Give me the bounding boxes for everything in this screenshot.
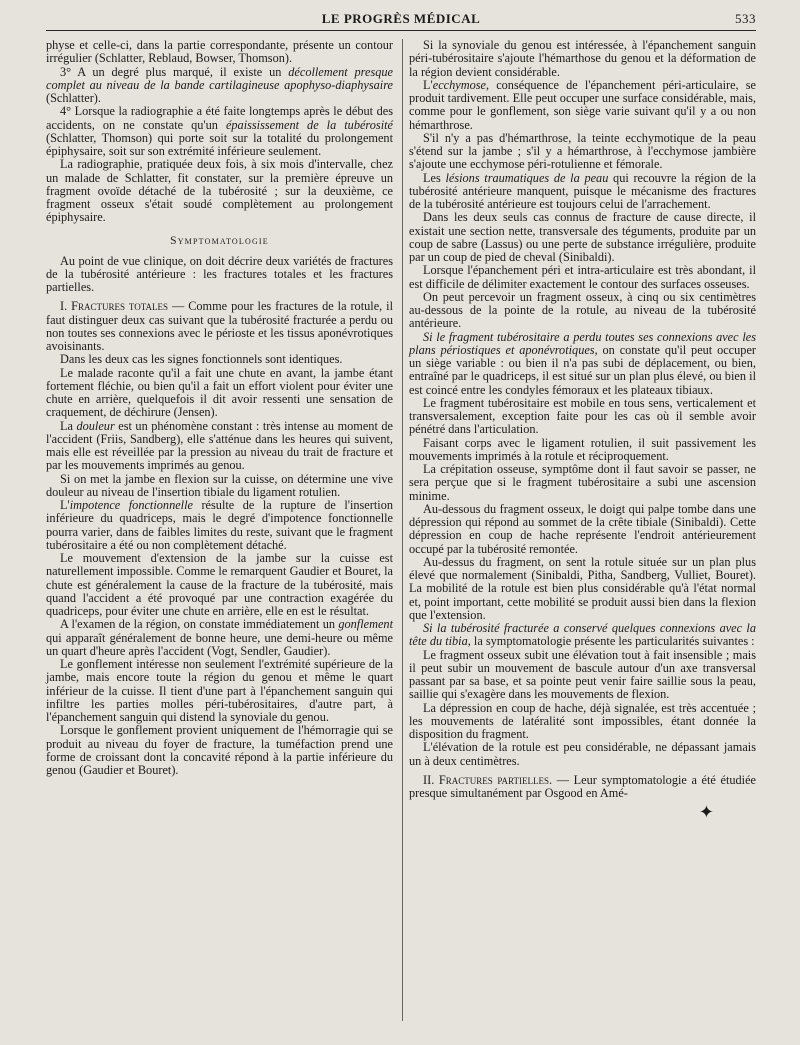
paragraph: L'ecchymose, conséquence de l'épanchement péri-articulaire, se produit tardivement. Elle peut occuper une surface considérable, mais, comme pour le gonflement, son siège varie suivant qu'il y a ou non hémarthrose. <box>409 77 756 132</box>
paragraph: Dans les deux cas les signes fonctionnels sont identiques. <box>60 352 343 367</box>
paragraph: On peut percevoir un fragment osseux, à cinq ou six centimètres au-dessous de la pointe de la rotule, au niveau de la tubérosité antérieure. <box>409 289 756 331</box>
left-column <box>46 39 397 1039</box>
paragraph: Si on met la jambe en flexion sur la cuisse, on détermine une vive douleur au niveau de l'insertion tibiale du ligament rotulien. <box>46 471 393 499</box>
page-number: 533 <box>735 11 756 26</box>
paragraph: Si la tubérosité fracturée a conservé quelques connexions avec la tête du tibia, la symptomatologie présente les particularités suivantes : <box>409 621 756 649</box>
paragraph: Les lésions traumatiques de la peau qui recouvre la région de la tubérosité antérieure manquent, puisque le mécanisme des fractures de la tubérosité antérieure est toujours celui de l'arrachement. <box>409 170 756 211</box>
paragraph: Au-dessus du fragment, on sent la rotule située sur un plan plus élevé que normalement (Sinibaldi, Pitha, Sandberg, Vulliet, Bouret). La mobilité de la rotule est bien plus considérable qu'à l'état normal et, point important, cette mobilité se produit aussi bien dans la flexion que l'extension. <box>409 554 756 622</box>
paragraph: 3° A un degré plus marqué, il existe un décollement presque complet au niveau de la bande cartilagineuse apophyso-diaphysaire (Schlatter). <box>46 64 393 105</box>
paragraph: Lorsque l'épanchement péri et intra-articulaire est très abondant, il est difficile de délimiter exactement le contour des surfaces osseuses. <box>409 263 756 291</box>
paragraph: II. Fractures partielles. — Leur symptomatologie a été étudiée presque simultanément par Osgood en Amé- <box>409 772 757 800</box>
paragraph: La douleur est un phénomène constant : très intense au moment de l'accident (Friis, Sandberg), elle s'atténue dans les heures qui suivent, mais elle est réveillée par la pression au niveau du trait de fracture et par les mouvements imprimés au genou. <box>46 418 393 473</box>
paragraph: La dépression en coup de hache, déjà signalée, est très accentuée ; les mouvements de latéralité sont impossibles, étant donnée la disposition du fragment. <box>409 700 756 741</box>
paragraph: Le mouvement d'extension de la jambe sur la cuisse est naturellement impossible. Comme le remarquent Gaudier et Bouret, la chute est généralement la cause de la fracture de la tubérosité, mais quand l'accident a été provoqué par une contraction exagérée du quadriceps, pour éviter une chute en arrière, elle en est le résultat. <box>46 551 393 618</box>
paragraph: Le malade raconte qu'il a fait une chute en avant, la jambe étant fortement fléchie, ou bien qu'il a fait un effort violent pour éviter une chute en arrière, quelquefois il dit avoir ressenti une sensation de craquement, de déchirure (Jensen). <box>46 365 393 420</box>
paragraph: La radiographie, pratiquée deux fois, à six mois d'intervalle, chez un malade de Schlatter, fit constater, sur la première épreuve un fragment ovoïde détaché de la tubérosité ; sur la deuxième, ce fragment osseux s'était soudé complètement au prolongement épiphysaire. <box>46 157 393 225</box>
subsection-lead: II. Fractures partielles. <box>423 772 553 787</box>
running-header <box>46 8 756 31</box>
paragraph: Dans les deux seuls cas connus de fracture de cause directe, il existait une section nette, transversale des téguments, produite par un coup de sabre (Lassus) ou une perte de substance irrégulière, produite par un coup de pied de cheval (Sinibaldi). <box>409 210 756 264</box>
paragraph: physe et celle-ci, dans la partie correspondante, présente un contour irrégulier (Schlatter, Reblaud, Bowser, Thomson). <box>46 38 393 66</box>
paragraph: I. Fractures totales — Comme pour les fractures de la rotule, il faut distinguer deux cas suivant que la tubérosité fracturée a perdu ou non toutes ses connexions avec le périoste et les tissus aponévrotiques avoisinants. <box>46 299 393 353</box>
section-heading: Symptomatologie <box>170 234 269 247</box>
column-divider <box>402 39 403 1021</box>
right-column <box>397 39 756 1039</box>
paragraph: Au-dessous du fragment osseux, le doigt qui palpe tombe dans une dépression qui répond au sommet de la crête tibiale (Sinibaldi). Cette dépression en coup de hache représente l'endroit antérieurement occupé par la tubérosité remontée. <box>409 501 756 556</box>
paragraph: A l'examen de la région, on constate immédiatement un gonflement qui apparaît généralement de bonne heure, une demi-heure ou même un quart d'heure après l'accident (Vogt, Sendler, Gaudier). <box>46 617 393 658</box>
paragraph: 4° Lorsque la radiographie a été faite longtemps après le début des accidents, on ne constate qu'un épaississement de la tubérosité (Schlatter, Thomson) qui porte soit sur la totalité du prolongement épiphysaire, soit sur son extrémité inférieure seulement. <box>46 104 393 158</box>
paragraph: Si la synoviale du genou est intéressée, à l'épanchement sanguin péri-tubérositaire s'ajoute l'hémarthose du genou et la déformation de la région devient considérable. <box>409 38 756 79</box>
paragraph: Le fragment osseux subit une élévation tout à fait insensible ; mais il peut subir un mouvement de bascule autour d'un axe transversal passant par sa base, et sa pointe peut venir faire saillie sous la peau, saillie qui s'exagère dans les mouvements de flexion. <box>409 647 756 702</box>
paragraph: Lorsque le gonflement provient uniquement de l'hémorragie qui se produit au niveau du foyer de fracture, la tuméfaction prend une forme de croissant dont la concavité répond à la partie inférieure du genou (Gaudier et Bouret). <box>46 723 393 777</box>
paragraph: Le fragment tubérositaire est mobile en tous sens, verticalement et transversalement, exception faite pour les cas où il semble avoir pénétré dans l'articulation. <box>409 395 756 437</box>
paragraph: Au point de vue clinique, on doit décrire deux variétés de fractures de la tubérosité antérieure : les fractures totales et les fractures partielles. <box>46 253 393 294</box>
paragraph: La crépitation osseuse, symptôme dont il faut savoir se passer, ne sera perçue que si le fragment tubérositaire a subi une ascension minime. <box>409 462 756 503</box>
paragraph: Si le fragment tubérositaire a perdu toutes ses connexions avec les plans périostiques et aponévrotiques, on constate qu'il peut occuper un siège variable : ou bien il n'a pas subi de déplacement, ou bien, entraîné par le quadriceps, il est situé sur un plan plus élevé, ou bien il est coincé entre les condyles fémoraux et les plateaux tibiaux. <box>409 329 756 397</box>
paragraph: Faisant corps avec le ligament rotulien, il suit passivement les mouvements imprimés à la rotule et réciproquement. <box>409 435 756 463</box>
paragraph: L'élévation de la rotule est peu considérable, ne dépassant jamais un à deux centimètres. <box>409 740 756 768</box>
paragraph: L'impotence fonctionnelle résulte de la rupture de l'insertion inférieure du quadriceps, mais le degré d'impotence fonctionnelle pourra varier, dans de faibles limites du reste, suivant que le fragment tubérositaire a été ou non complètement détaché. <box>46 498 393 552</box>
paragraph: Le gonflement intéresse non seulement l'extrémité supérieure de la jambe, mais encore toute la région du genou et même le quart inférieur de la cuisse. Il tient d'une part à l'épanchement sanguin qui infiltre les parties molles péri-tubérositaires, d'autre part, à l'épanchement sanguin qui distend la synoviale du genou. <box>46 657 393 724</box>
journal-title: LE PROGRÈS MÉDICAL <box>321 11 481 26</box>
subsection-lead: I. Fractures totales <box>60 299 169 314</box>
two-column-body <box>46 39 756 1039</box>
ornament-icon: ✦ <box>698 802 714 823</box>
paragraph: S'il n'y a pas d'hémarthrose, la teinte ecchymotique de la peau s'étend sur la jambe ; s'il y a hémarthrose, à l'ecchymose jambière s'ajoute une ecchymose péri-rotulienne et fémorale. <box>409 130 756 172</box>
